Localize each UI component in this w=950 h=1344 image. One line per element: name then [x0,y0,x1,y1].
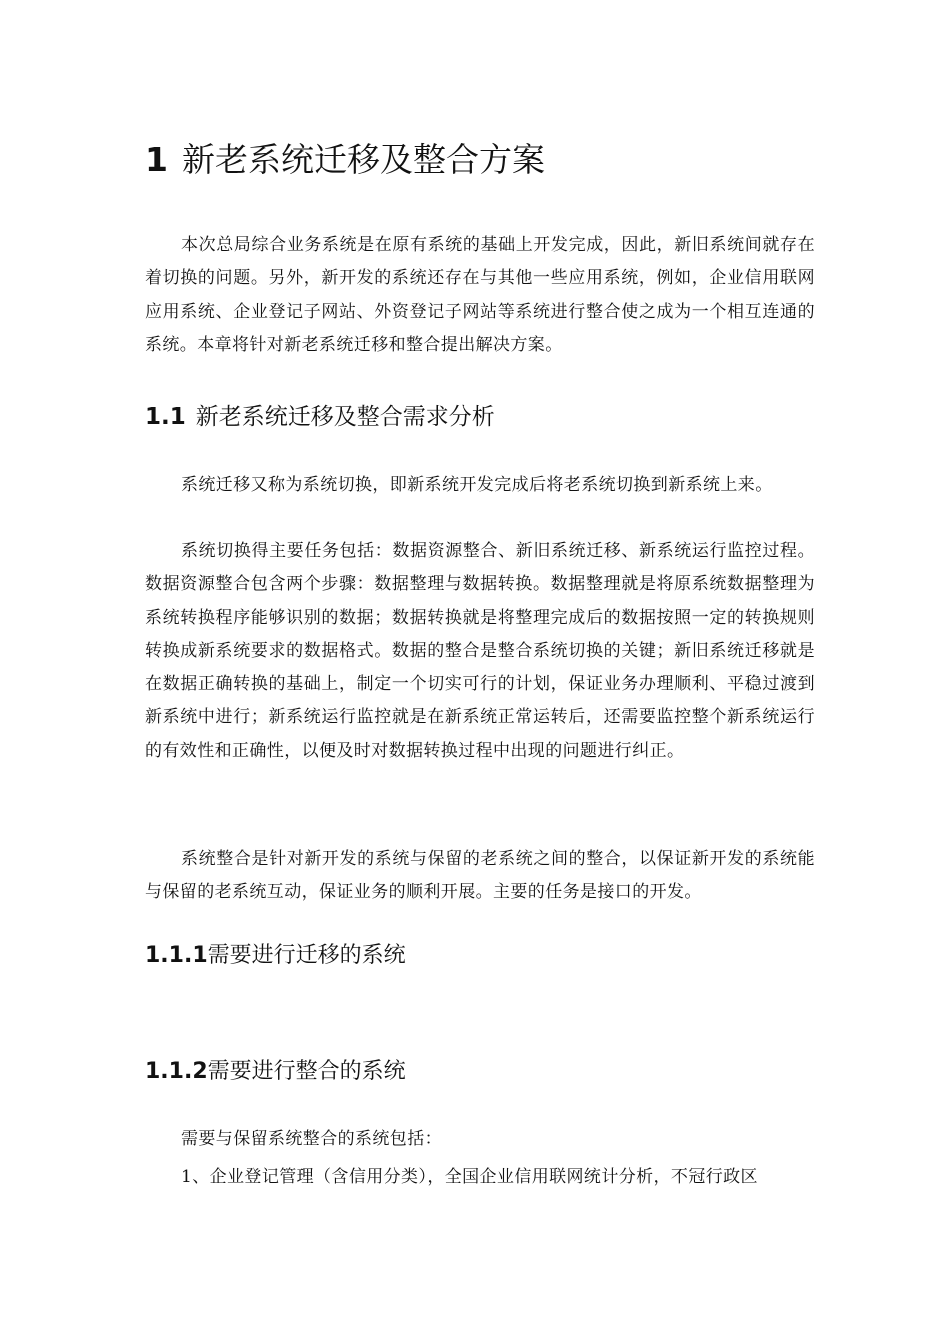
paragraph-switch-tasks: 系统切换得主要任务包括：数据资源整合、新旧系统迁移、新系统运行监控过程。数据资源整合包含两个步骤：数据整理与数据转换。数据整理就是将原系统数据整理为系统转换程序能够识别的数据；数据转换就是将整理完成后的数据按照一定的转换规则转换成新系统要求的数据格式。数据的整合是整合系统切换的关键；新旧系统迁移就是在数据正确转换的基础上，制定一个切实可行的计划，保证业务办理顺利、平稳过渡到新系统中进行；新系统运行监控就是在新系统正常运转后，还需要监控整个新系统运行的有效性和正确性，以便及时对数据转换过程中出现的问题进行纠正。 [145,541,815,761]
section-number: 1.1 [145,404,186,430]
section-title: 新老系统迁移及整合需求分析 [195,404,495,430]
subsection-number: 1.1.1 [145,943,208,968]
subsection-heading-1-1-2 [145,1056,406,1088]
chapter-title: 新老系统迁移及整合方案 [181,140,545,179]
intro-paragraph: 本次总局综合业务系统是在原有系统的基础上开发完成，因此，新旧系统间就存在着切换的问题。另外，新开发的系统还存在与其他一些应用系统，例如，企业信用联网应用系统、企业登记子网站、外资登记子网站等系统进行整合使之成为一个相互连通的系统。本章将针对新老系统迁移和整合提出解决方案。 [145,235,815,355]
subsection-number: 1.1.2 [145,1059,208,1084]
paragraph-integration-list-intro: 需要与保留系统整合的系统包括： [181,1129,442,1149]
chapter-number: 1 [145,140,168,179]
paragraph-migration-definition: 系统迁移又称为系统切换，即新系统开发完成后将老系统切换到新系统上来。 [181,475,773,495]
subsection-heading-1-1-1 [145,940,406,972]
subsection-title: 需要进行迁移的系统 [207,943,406,968]
subsection-title: 需要进行整合的系统 [207,1059,406,1084]
section-heading-1-1 [145,400,495,434]
paragraph-list-item-1: 1、企业登记管理（含信用分类），全国企业信用联网统计分析，不冠行政区 [181,1167,758,1187]
chapter-heading [145,138,545,182]
paragraph-integration: 系统整合是针对新开发的系统与保留的老系统之间的整合，以保证新开发的系统能与保留的老系统互动，保证业务的顺利开展。主要的任务是接口的开发。 [145,849,815,903]
